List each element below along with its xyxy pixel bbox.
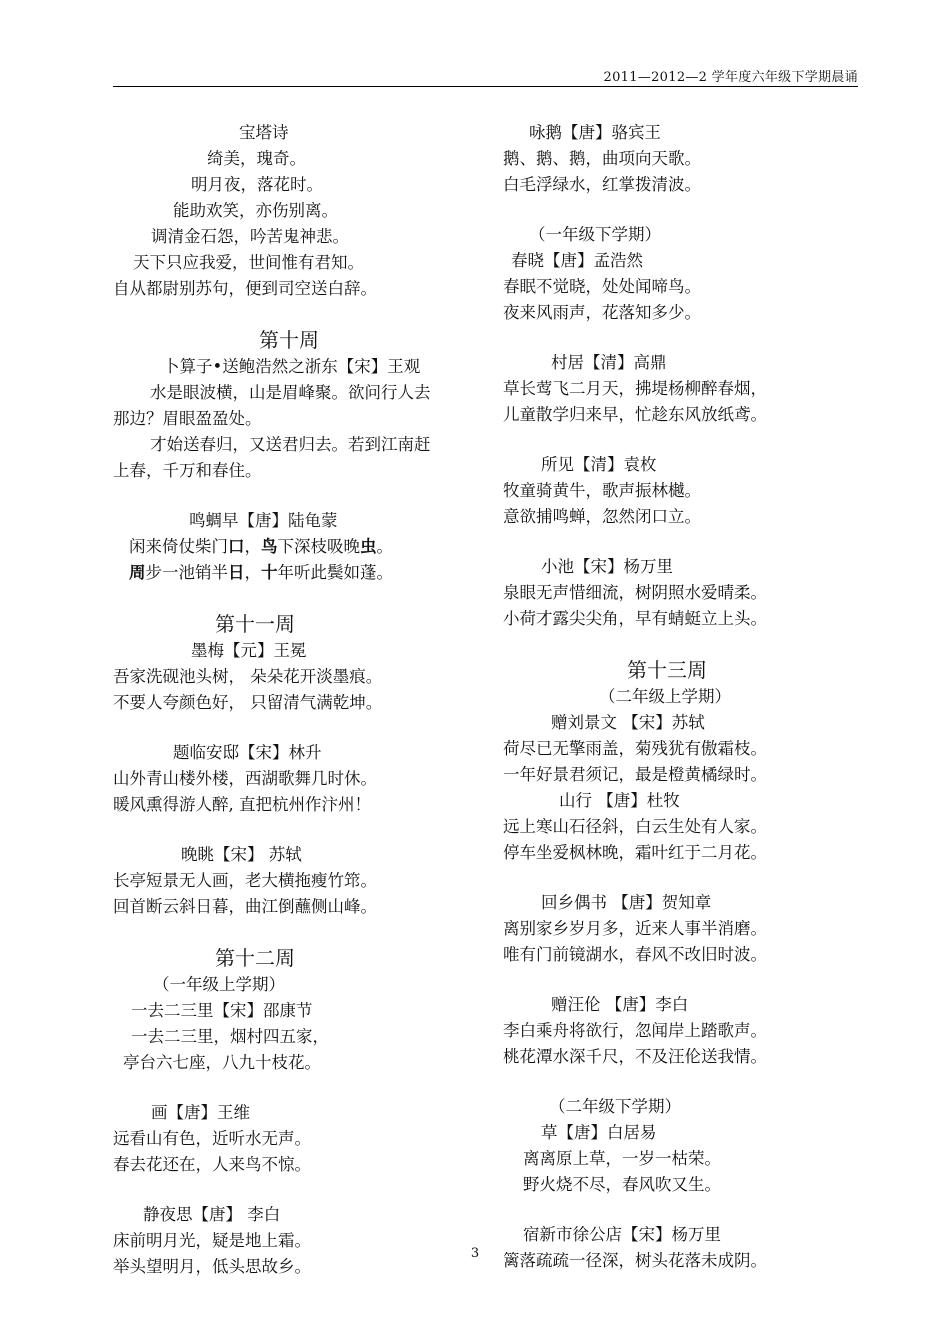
stanza-gap xyxy=(503,968,868,992)
page-header: 2011—2012—2 学年度六年级下学期晨诵 xyxy=(603,70,858,85)
stanza-gap xyxy=(503,866,868,890)
poem-line: 一去二三里，烟村四五家， xyxy=(131,1027,329,1046)
poem-line: 自从都尉别苏句，便到司空送白辞。 xyxy=(113,279,377,298)
poem-line: 吾家洗砚池头树， 朵朵花开淡墨痕。 xyxy=(113,667,383,686)
stanza-gap xyxy=(113,818,478,842)
week-heading: 第十周 xyxy=(259,328,319,352)
text-segment: ， xyxy=(244,537,261,556)
week-heading: 第十三周 xyxy=(627,658,707,682)
stanza-gap xyxy=(113,1076,478,1100)
text-segment: 下深枝吸晚 xyxy=(277,537,360,556)
poem-line: 床前明月光，疑是地上霜。 xyxy=(113,1231,311,1250)
text-segment: 步一池销半 xyxy=(145,563,228,582)
poem-line: 鹅、鹅、鹅，曲项向天歌。 xyxy=(503,149,701,168)
poem-line: 春眠不觉晓，处处闻啼鸟。 xyxy=(503,277,701,296)
poem-line: 牧童骑黄牛，歌声振林樾。 xyxy=(503,481,701,500)
poem-line xyxy=(113,534,478,560)
stanza-gap xyxy=(503,530,868,554)
text-segment: 。 xyxy=(376,537,393,556)
emphasis-char: 日 xyxy=(228,563,245,582)
stanza-gap xyxy=(113,484,478,508)
poem-line xyxy=(113,560,478,586)
text-segment: 闲来倚仗柴门 xyxy=(129,537,228,556)
poem-line: 春去花还在，人来鸟不惊。 xyxy=(113,1155,311,1174)
poem-line: 举头望明月，低头思故乡。 xyxy=(113,1257,311,1276)
poem-line: 画【唐】王维 xyxy=(151,1103,250,1122)
stanza-gap xyxy=(503,1070,868,1094)
poem-line: 一去二三里【宋】邵康节 xyxy=(131,1001,313,1020)
stanza-gap xyxy=(113,920,478,944)
poem-line: 赠刘景文 【宋】苏轼 xyxy=(551,713,705,732)
poem-line: 晚眺【宋】 苏轼 xyxy=(181,845,302,864)
poem-line: （二年级上学期） xyxy=(599,687,731,706)
emphasis-char: 鸟 xyxy=(261,537,278,556)
poem-line: 小池【宋】杨万里 xyxy=(541,557,673,576)
poem-line: 山行 【唐】杜牧 xyxy=(559,791,680,810)
poem-line: 小荷才露尖尖角，早有蜻蜓立上头。 xyxy=(503,609,767,628)
poem-line: 春晓【唐】孟浩然 xyxy=(511,251,643,270)
poem-line: 泉眼无声惜细流，树阴照水爱晴柔。 xyxy=(503,583,767,602)
poem-line: 远上寒山石径斜，白云生处有人家。 xyxy=(503,817,767,836)
stanza-gap xyxy=(503,198,868,222)
poem-line: 那边？眉眼盈盈处。 xyxy=(113,409,262,428)
poem-line: 唯有门前镜湖水，春风不改旧时波。 xyxy=(503,945,767,964)
poem-line: 离离原上草，一岁一枯荣。 xyxy=(523,1149,721,1168)
poem-line: （一年级下学期） xyxy=(529,225,661,244)
poem-line: 意欲捕鸣蝉，忽然闭口立。 xyxy=(503,507,701,526)
stanza-gap xyxy=(503,1198,868,1222)
poem-line: 桃花潭水深千尺，不及汪伦送我情。 xyxy=(503,1047,767,1066)
poem-line: 一年好景君须记，最是橙黄橘绿时。 xyxy=(503,765,767,784)
poem-line: 咏鹅【唐】骆宾王 xyxy=(529,123,661,142)
left-column xyxy=(113,120,478,1280)
poem-line: 篱落疏疏一径深，树头花落未成阴。 xyxy=(503,1251,767,1270)
stanza-gap xyxy=(503,326,868,350)
poem-line: 野火烧不尽，春风吹又生。 xyxy=(523,1175,721,1194)
text-segment: ， xyxy=(244,563,261,582)
emphasis-char: 虫 xyxy=(360,537,377,556)
poem-line: 天下只应我爱，世间惟有君知。 xyxy=(133,253,364,272)
emphasis-char: 口 xyxy=(228,537,245,556)
poem-line: 山外青山楼外楼，西湖歌舞几时休。 xyxy=(113,769,377,788)
poem-line: 能助欢笑，亦伤别离。 xyxy=(173,201,338,220)
poem-line: 上春，千万和春住。 xyxy=(113,461,262,480)
poem-line: 才始送春归，又送君归去。若到江南赶 xyxy=(150,435,431,454)
stanza-gap xyxy=(113,716,478,740)
poem-line: （二年级下学期） xyxy=(549,1097,681,1116)
poem-line: 村居【清】高鼎 xyxy=(551,353,667,372)
poem-line: 暖风熏得游人醉, 直把杭州作汴州！ xyxy=(113,795,371,814)
poem-line: 回首断云斜日暮，曲江倒蘸侧山峰。 xyxy=(113,897,377,916)
poem-line: 停车坐爱枫林晚，霜叶红于二月花。 xyxy=(503,843,767,862)
stanza-gap xyxy=(113,302,478,326)
poem-line: 草【唐】白居易 xyxy=(541,1123,657,1142)
poem-line: 所见【清】袁枚 xyxy=(541,455,657,474)
page-number: 3 xyxy=(470,1246,480,1261)
poem-line: 宿新市徐公店【宋】杨万里 xyxy=(523,1225,721,1244)
poem-line: 静夜思【唐】 李白 xyxy=(143,1205,281,1224)
stanza-gap xyxy=(503,632,868,656)
poem-line: 夜来风雨声，花落知多少。 xyxy=(503,303,701,322)
poem-line: 远看山有色，近听水无声。 xyxy=(113,1129,311,1148)
stanza-gap xyxy=(503,428,868,452)
poem-line: （一年级上学期） xyxy=(153,975,285,994)
poem-line: 鸣蜩早【唐】陆龟蒙 xyxy=(189,511,338,530)
emphasis-char: 十 xyxy=(261,563,278,582)
poem-line: 明月夜，落花时。 xyxy=(191,175,323,194)
poem-line: 调清金石怨，吟苦鬼神悲。 xyxy=(151,227,349,246)
poem-line: 卜算子•送鲍浩然之浙东【宋】王观 xyxy=(163,357,421,376)
poem-line: 儿童散学归来早，忙趁东风放纸鸢。 xyxy=(503,405,767,424)
week-heading: 第十一周 xyxy=(215,612,295,636)
poem-line: 亭台六七座，八九十枝花。 xyxy=(123,1053,321,1072)
poem-line: 李白乘舟将欲行，忽闻岸上踏歌声。 xyxy=(503,1021,767,1040)
week-heading: 第十二周 xyxy=(215,946,295,970)
poem-line: 荷尽已无擎雨盖，菊残犹有傲霜枝。 xyxy=(503,739,767,758)
stanza-gap xyxy=(113,586,478,610)
poem-line: 不要人夸颜色好， 只留清气满乾坤。 xyxy=(113,693,383,712)
right-column xyxy=(503,120,868,1274)
text-segment: 年听此鬓如蓬。 xyxy=(277,563,393,582)
stanza-gap xyxy=(113,1178,478,1202)
poem-line: 题临安邸【宋】林升 xyxy=(173,743,322,762)
header-divider xyxy=(113,86,858,87)
poem-line: 长亭短景无人画，老大横拖瘦竹筇。 xyxy=(113,871,377,890)
poem-line: 墨梅【元】王冕 xyxy=(191,641,307,660)
poem-line: 绮美，瑰奇。 xyxy=(207,149,306,168)
poem-line: 草长莺飞二月天，拂堤杨柳醉春烟， xyxy=(503,379,767,398)
poem-line: 离别家乡岁月多，近来人事半消磨。 xyxy=(503,919,767,938)
poem-line: 宝塔诗 xyxy=(239,123,289,142)
poem-line: 白毛浮绿水，红掌拨清波。 xyxy=(503,175,701,194)
poem-line: 回乡偶书 【唐】贺知章 xyxy=(541,893,712,912)
poem-line: 水是眼波横，山是眉峰聚。欲问行人去 xyxy=(150,383,431,402)
emphasis-char: 周 xyxy=(129,563,146,582)
poem-line: 赠汪伦 【唐】李白 xyxy=(551,995,689,1014)
